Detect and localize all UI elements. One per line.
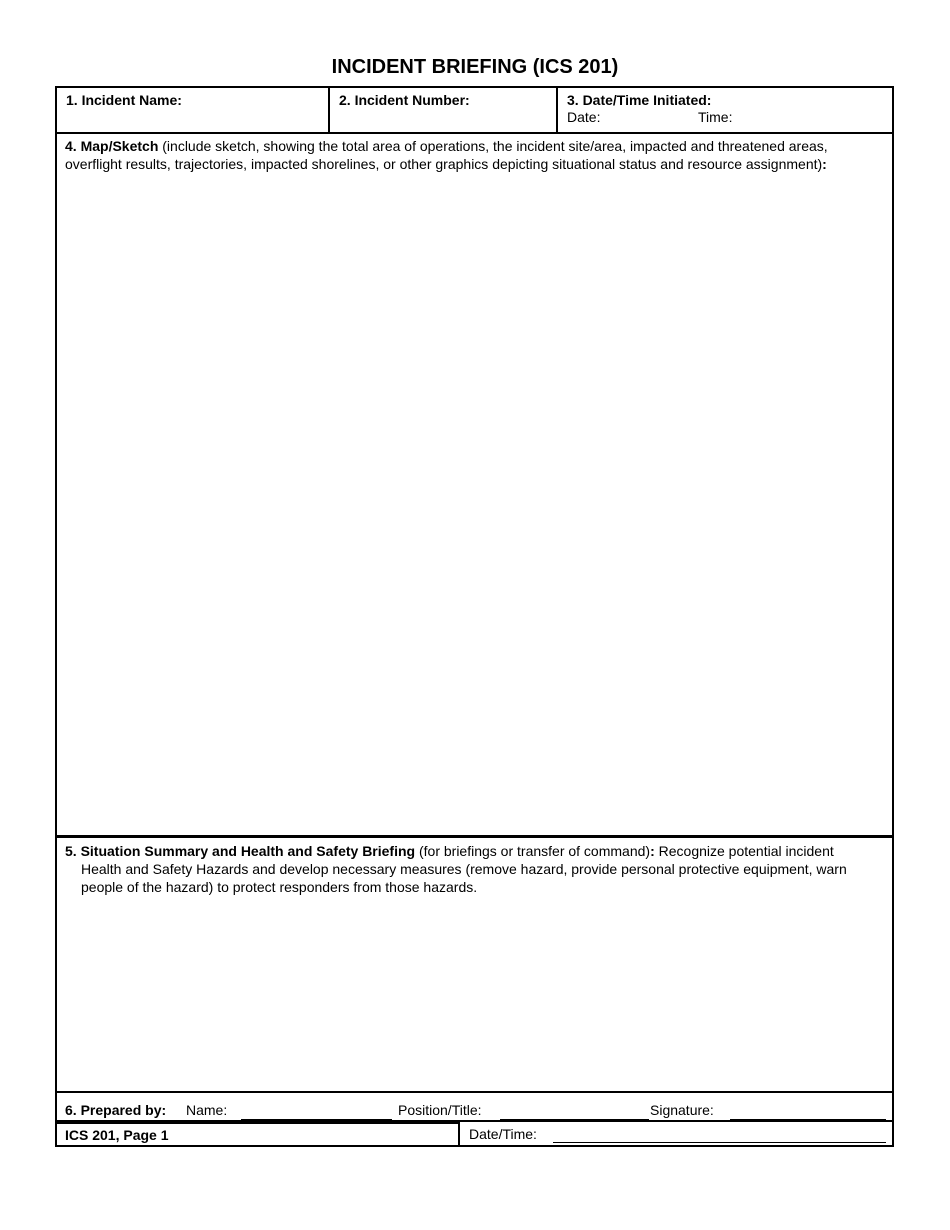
datetime-initiated-label: 3. Date/Time Initiated: xyxy=(567,92,712,108)
map-sketch-colon: : xyxy=(822,156,827,172)
time-label: Time: xyxy=(698,109,733,125)
prepared-by-row xyxy=(57,1093,892,1122)
situation-instructions: Recognize potential incident Health and Safety Hazards and develop necessary measures (remove hazard, provide personal protective equipment, warn people of the hazard) to protect responders from those hazards. xyxy=(81,843,847,895)
name-label: Name: xyxy=(186,1102,228,1118)
datetime-field[interactable] xyxy=(553,1142,886,1143)
situation-number: 5. xyxy=(65,843,81,859)
header-row xyxy=(57,88,892,134)
page-label: ICS 201, Page 1 xyxy=(65,1127,169,1143)
signature-label: Signature: xyxy=(650,1102,714,1118)
incident-name-label: 1. Incident Name: xyxy=(66,92,182,108)
name-field[interactable] xyxy=(241,1119,392,1120)
date-label: Date: xyxy=(567,109,601,125)
page-cell xyxy=(57,1122,460,1147)
incident-name-field[interactable] xyxy=(57,88,330,132)
prepared-by-label: 6. Prepared by: xyxy=(65,1102,167,1118)
map-sketch-label: 4. Map/Sketch xyxy=(65,138,159,154)
map-sketch-section[interactable] xyxy=(57,134,892,838)
signature-field[interactable] xyxy=(730,1119,886,1120)
incident-number-field[interactable] xyxy=(330,88,558,132)
situation-summary-section[interactable] xyxy=(57,839,892,1093)
form-frame xyxy=(55,86,894,1147)
datetime-initiated-field[interactable] xyxy=(558,88,892,132)
map-sketch-instructions: (include sketch, showing the total area of operations, the incident site/area, impacted and threatened areas, overflight results, trajectories, impacted shorelines, or other graphics depicting situational status and resource assignment) xyxy=(65,138,828,172)
incident-number-label: 2. Incident Number: xyxy=(339,92,470,108)
position-title-label: Position/Title: xyxy=(398,1102,482,1118)
datetime-label: Date/Time: xyxy=(469,1126,537,1142)
form-title: INCIDENT BRIEFING (ICS 201) xyxy=(331,56,619,78)
situation-summary-label: Situation Summary and Health and Safety Briefing xyxy=(80,843,416,859)
situation-colon: : xyxy=(650,843,655,859)
footer-row xyxy=(57,1122,892,1145)
situation-paren: (for briefings or transfer of command) xyxy=(415,843,651,859)
position-title-field[interactable] xyxy=(500,1119,649,1120)
